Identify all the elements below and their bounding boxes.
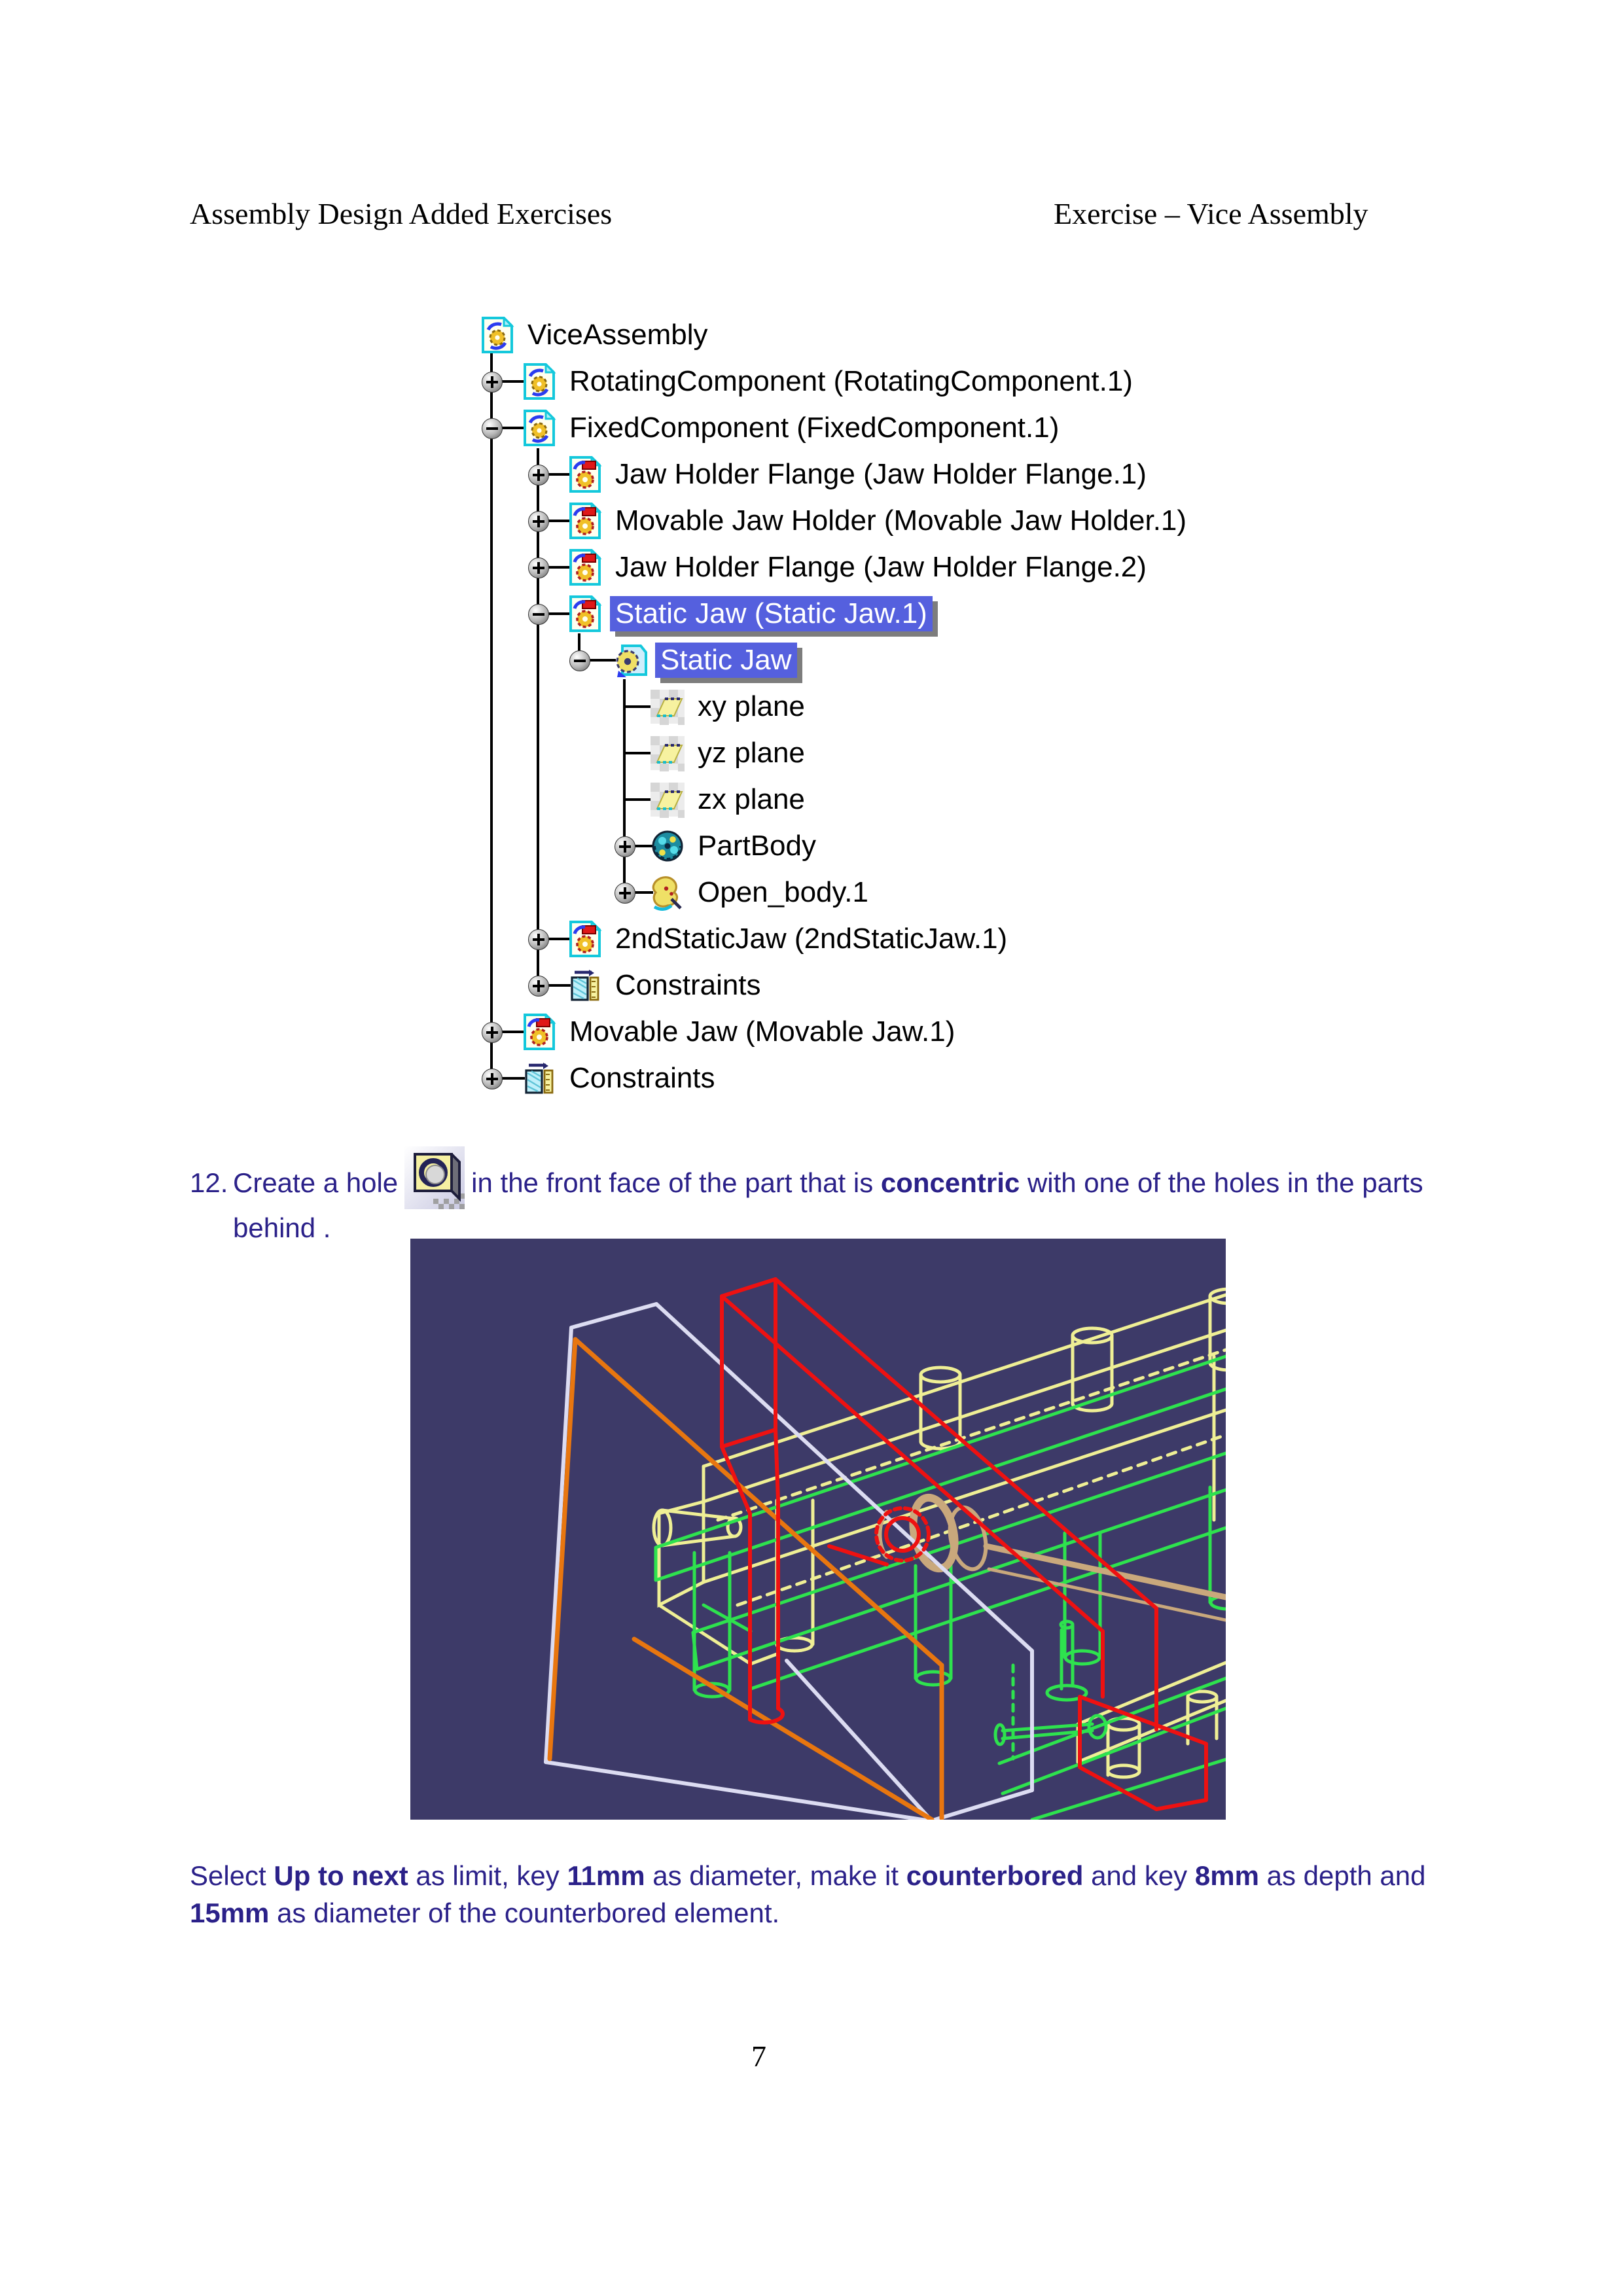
header-left: Assembly Design Added Exercises	[190, 197, 613, 230]
partbody-icon[interactable]	[649, 828, 686, 864]
collapse-icon[interactable]	[528, 604, 549, 625]
tree-node[interactable]	[567, 967, 766, 1004]
tree-node[interactable]	[649, 735, 810, 771]
plane-icon[interactable]	[649, 688, 686, 725]
tree-node-label[interactable]: Constraints	[615, 969, 761, 1001]
note-text: as diameter of the counterbored element.	[269, 1898, 780, 1928]
product-icon[interactable]	[521, 410, 558, 446]
tree-node[interactable]	[521, 1014, 960, 1050]
note-text: as depth and	[1258, 1860, 1426, 1891]
tree-node-label[interactable]: yz plane	[698, 737, 805, 769]
step-number: 12.	[190, 1167, 228, 1198]
tree-node-label[interactable]: 2ndStaticJaw (2ndStaticJaw.1)	[615, 923, 1008, 955]
collapse-icon[interactable]	[569, 650, 590, 671]
note-bold: 8mm	[1194, 1860, 1259, 1891]
header-right: Exercise – Vice Assembly	[1054, 197, 1368, 230]
tree-node[interactable]	[567, 456, 1152, 493]
tree-node-label[interactable]: PartBody	[698, 830, 816, 862]
product-icon[interactable]	[521, 363, 558, 400]
note-text: and key	[1083, 1860, 1195, 1891]
note-text: Select	[190, 1860, 274, 1891]
tree-node[interactable]	[567, 595, 933, 632]
tree-node[interactable]	[649, 828, 821, 864]
tree-node-label[interactable]: Movable Jaw Holder (Movable Jaw Holder.1)	[615, 504, 1187, 537]
constraints-icon[interactable]	[521, 1060, 558, 1097]
constraints-icon[interactable]	[567, 967, 603, 1004]
plane-icon[interactable]	[649, 781, 686, 818]
3d-viewport	[410, 1239, 1226, 1820]
plane-icon[interactable]	[649, 735, 686, 771]
openbody-icon[interactable]	[649, 874, 686, 911]
tree-node[interactable]	[521, 363, 1138, 400]
tree-node[interactable]	[649, 874, 874, 911]
tree-node[interactable]	[612, 642, 797, 679]
tree-node-label[interactable]: Movable Jaw (Movable Jaw.1)	[569, 1016, 955, 1048]
note-text: as diameter, make it	[645, 1860, 906, 1891]
partdoc-icon[interactable]	[612, 642, 649, 679]
note-text: as limit, key	[408, 1860, 567, 1891]
part-icon[interactable]	[567, 503, 603, 539]
tree-trunk	[623, 679, 626, 892]
note-bold: 11mm	[567, 1860, 645, 1891]
note-bold: Up to next	[274, 1860, 408, 1891]
part-icon[interactable]	[521, 1014, 558, 1050]
tree-node-label[interactable]: zx plane	[698, 783, 805, 815]
note-paragraph	[190, 1857, 1472, 1932]
tree-node-label[interactable]: Constraints	[569, 1062, 715, 1094]
step-text: behind .	[233, 1212, 331, 1243]
tree-node-label[interactable]: ViceAssembly	[527, 319, 708, 351]
expand-icon[interactable]	[482, 1022, 503, 1043]
expand-icon[interactable]	[615, 836, 635, 857]
collapse-icon[interactable]	[482, 418, 503, 439]
tree-node[interactable]	[521, 410, 1064, 446]
tree-trunk	[490, 353, 493, 1078]
tree-node-label[interactable]: FixedComponent (FixedComponent.1)	[569, 412, 1060, 444]
tree-node[interactable]	[567, 503, 1192, 539]
product-icon[interactable]	[479, 317, 516, 353]
tree-node-label[interactable]: Jaw Holder Flange (Jaw Holder Flange.2)	[615, 551, 1147, 583]
tree-node-label[interactable]: RotatingComponent (RotatingComponent.1)	[569, 365, 1133, 397]
tree-node[interactable]	[479, 317, 713, 353]
expand-icon[interactable]	[528, 976, 549, 997]
tree-node[interactable]	[649, 688, 810, 725]
expand-icon[interactable]	[615, 883, 635, 904]
expand-icon[interactable]	[528, 557, 549, 578]
step-text: Create a hole	[233, 1167, 399, 1198]
step-bold: concentric	[880, 1167, 1020, 1198]
hole-icon	[404, 1146, 465, 1209]
tree-node-label[interactable]: Static Jaw (Static Jaw.1)	[610, 596, 933, 631]
tree-node-label[interactable]: Static Jaw	[655, 643, 797, 678]
tree-node[interactable]	[649, 781, 810, 818]
tree-node-label[interactable]: Jaw Holder Flange (Jaw Holder Flange.1)	[615, 458, 1147, 490]
step-12-paragraph	[190, 1146, 1424, 1246]
expand-icon[interactable]	[528, 929, 549, 950]
tree-node[interactable]	[567, 921, 1012, 957]
note-bold: 15mm	[190, 1898, 270, 1928]
expand-icon[interactable]	[528, 465, 549, 486]
specification-tree	[0, 0, 1623, 1145]
expand-icon[interactable]	[482, 1069, 503, 1089]
expand-icon[interactable]	[482, 372, 503, 393]
part-icon[interactable]	[567, 456, 603, 493]
expand-icon[interactable]	[528, 511, 549, 532]
step-text: with one of the holes in the parts	[1020, 1167, 1423, 1198]
tree-node[interactable]	[521, 1060, 721, 1097]
wireframe-view	[410, 1239, 1226, 1820]
page-number: 7	[751, 2040, 766, 2073]
tree-node-label[interactable]: Open_body.1	[698, 876, 868, 908]
part-icon[interactable]	[567, 595, 603, 632]
part-icon[interactable]	[567, 549, 603, 586]
note-bold: counterbored	[906, 1860, 1084, 1891]
step-text: in the front face of the part that is	[471, 1167, 881, 1198]
part-icon[interactable]	[567, 921, 603, 957]
tree-node-label[interactable]: xy plane	[698, 690, 805, 722]
tree-node[interactable]	[567, 549, 1152, 586]
